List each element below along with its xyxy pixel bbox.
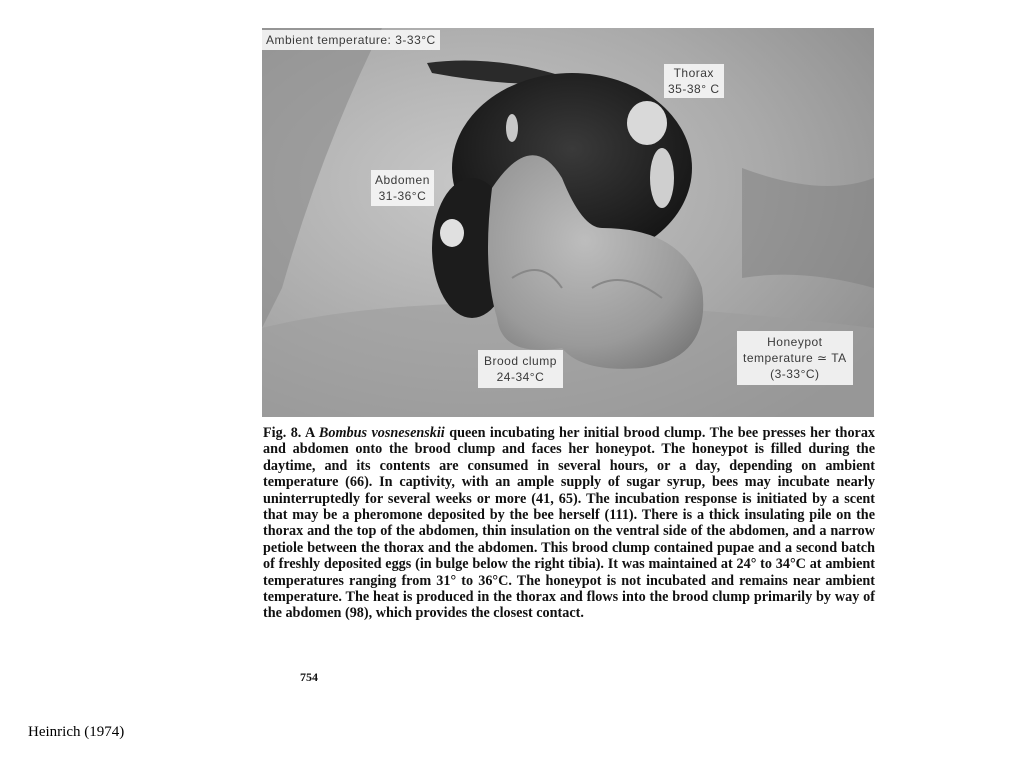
- figure-caption: [263, 425, 875, 622]
- caption-text: queen incubating her initial brood clump. The bee presses her thorax and abdomen onto the brood clump and faces her honeypot. The honeypot is filled during the daytime, and its contents are consumed in several hours, or a day, depending on ambient temperature (66). In captivity, with an ample supply of sugar syrup, bees may incubate nearly uninterruptedly for several weeks or more (41, 65). The incubation response is initiated by a scent that may be a pheromone deposited by the bee herself (111). There is a thick insulating pile on the thorax and the top of the abdomen, thin insulation on the ventral side of the abdomen, and a narrow petiole between the thorax and the abdomen. This brood clump contained pupae and a second batch of freshly deposited eggs (in bulge below the right tibia). It was maintained at 24° to 34°C at ambient temperatures ranging from 31° to 36°C. The honeypot is not incubated and remains near ambient temperature. The heat is produced in the thorax and flows into the brood clump primarily by way of the abdomen (98), which provides the closest contact.: [263, 425, 876, 622]
- abdomen-label-title: Abdomen: [375, 173, 430, 187]
- figure-photo: [262, 28, 874, 417]
- brood-clump-label: [478, 350, 563, 388]
- thorax-label-title: Thorax: [673, 66, 714, 80]
- abdomen-label-temp: 31-36°C: [378, 189, 427, 203]
- brood-clump-label-temp: 24-34°C: [496, 370, 545, 384]
- honeypot-label: [737, 331, 853, 385]
- honeypot-label-title: Honeypot: [767, 335, 823, 349]
- brood-clump-label-title: Brood clump: [484, 354, 557, 368]
- thorax-label: [664, 64, 724, 98]
- abdomen-label: [371, 170, 434, 206]
- honeypot-label-temp: temperature ≃ TA: [743, 351, 847, 365]
- thorax-label-temp: 35-38° C: [668, 82, 720, 96]
- citation: Heinrich (1974): [28, 724, 125, 740]
- ambient-temperature-label: Ambient temperature: 3-33°C: [262, 30, 440, 50]
- honeypot-label-range: (3-33°C): [770, 367, 820, 381]
- caption-fig-label: Fig. 8. A: [263, 425, 315, 441]
- caption-species: Bombus vosnesenskii: [318, 425, 445, 441]
- page-number: 754: [300, 670, 318, 684]
